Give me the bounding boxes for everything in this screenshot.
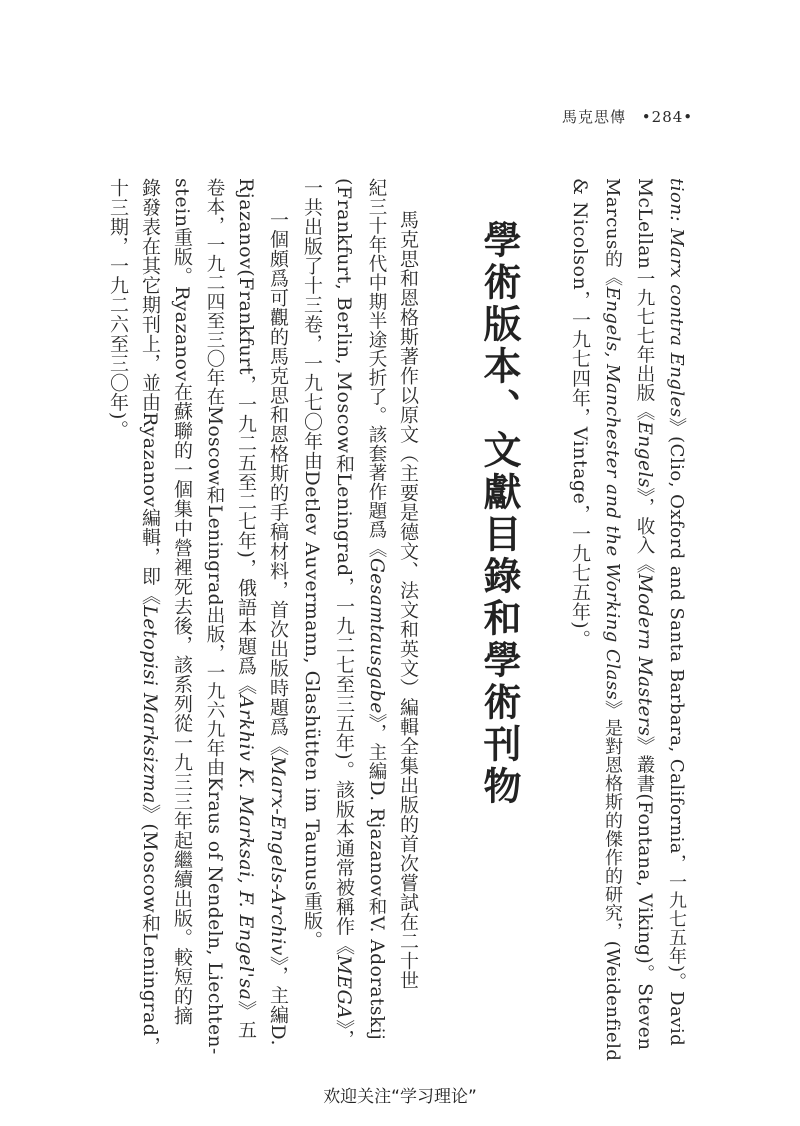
text-column-4: & Nicolson，一九七四年，Vintage，一九七五年)。 bbox=[569, 178, 591, 649]
paragraph-2-line-6: 十三期，一九二六至三〇年)。 bbox=[107, 178, 129, 440]
paragraph-1-line-3: (Frankfurt, Berlin, Moscow和Leningrad，一九二七至三五年)。該版本通常被稱作《MEGA》， bbox=[333, 178, 355, 1049]
text-column-3: Marcus的《Engels, Manchester and the Working Class》是對恩格斯的傑作的研究，(Weidenfield bbox=[602, 178, 623, 1062]
section-heading: 學術版本、文獻目錄和學術刊物 bbox=[477, 220, 521, 808]
paragraph-2-line-1: 一個頗爲可觀的馬克思和恩格斯的手稿材料，首次出版時題爲《Marx-Engels-Archiv》，主編D. bbox=[267, 210, 289, 1047]
paragraph-2-line-3: 卷本，一九二四至三〇年在Moscow和Leningrad出版，一九六九年由Kraus of Nendeln, Liechten- bbox=[204, 178, 225, 1055]
text-column-2: McLellan一九七七年出版《Engels》，收入《Modern Masters》叢書(Fontana, Viking)。Steven bbox=[634, 178, 655, 1051]
paragraph-2-line-4: stein重版。Ryazanov在蘇聯的一個集中營裡死去後，該系列從一九三三年起繼續出版。較短的摘 bbox=[171, 178, 193, 1026]
text-column-1: tion: Marx contra Engles》(Clio, Oxford and Santa Barbara, California，一九七五年)。David bbox=[666, 178, 687, 1047]
footer-note: 欢迎关注“学习理论” bbox=[323, 1087, 477, 1107]
paragraph-1-line-1: 馬克思和恩格斯著作以原文（主要是德文、法文和英文）編輯全集出版的首次嘗試在二十世 bbox=[397, 210, 419, 990]
running-header bbox=[562, 106, 712, 127]
paragraph-2-line-2: Rjazanov(Frankfurt，一九二五至二七年)，俄語本題爲《Arkhiv K. Marksai, F. Engel'sa》五 bbox=[235, 178, 257, 1040]
running-title: 馬克思傳 bbox=[562, 108, 627, 126]
paragraph-2-line-5: 錄發表在其它期刊上，並由Ryazanov編輯，即《Letopisi Marksizma》(Moscow和Leningrad， bbox=[139, 178, 161, 1056]
paragraph-1-line-2: 紀三十年代中期半途夭折了。該套著作題爲《Gesamtausgabe》，主編D. Rjazanov和V. Adoratskij bbox=[366, 178, 387, 1041]
paragraph-1-line-4: 一共出版了十三卷，一九七〇年由Detlev Auvermann, Glashütten im Taunus重版。 bbox=[301, 178, 323, 950]
page-number: •284• bbox=[641, 108, 694, 126]
